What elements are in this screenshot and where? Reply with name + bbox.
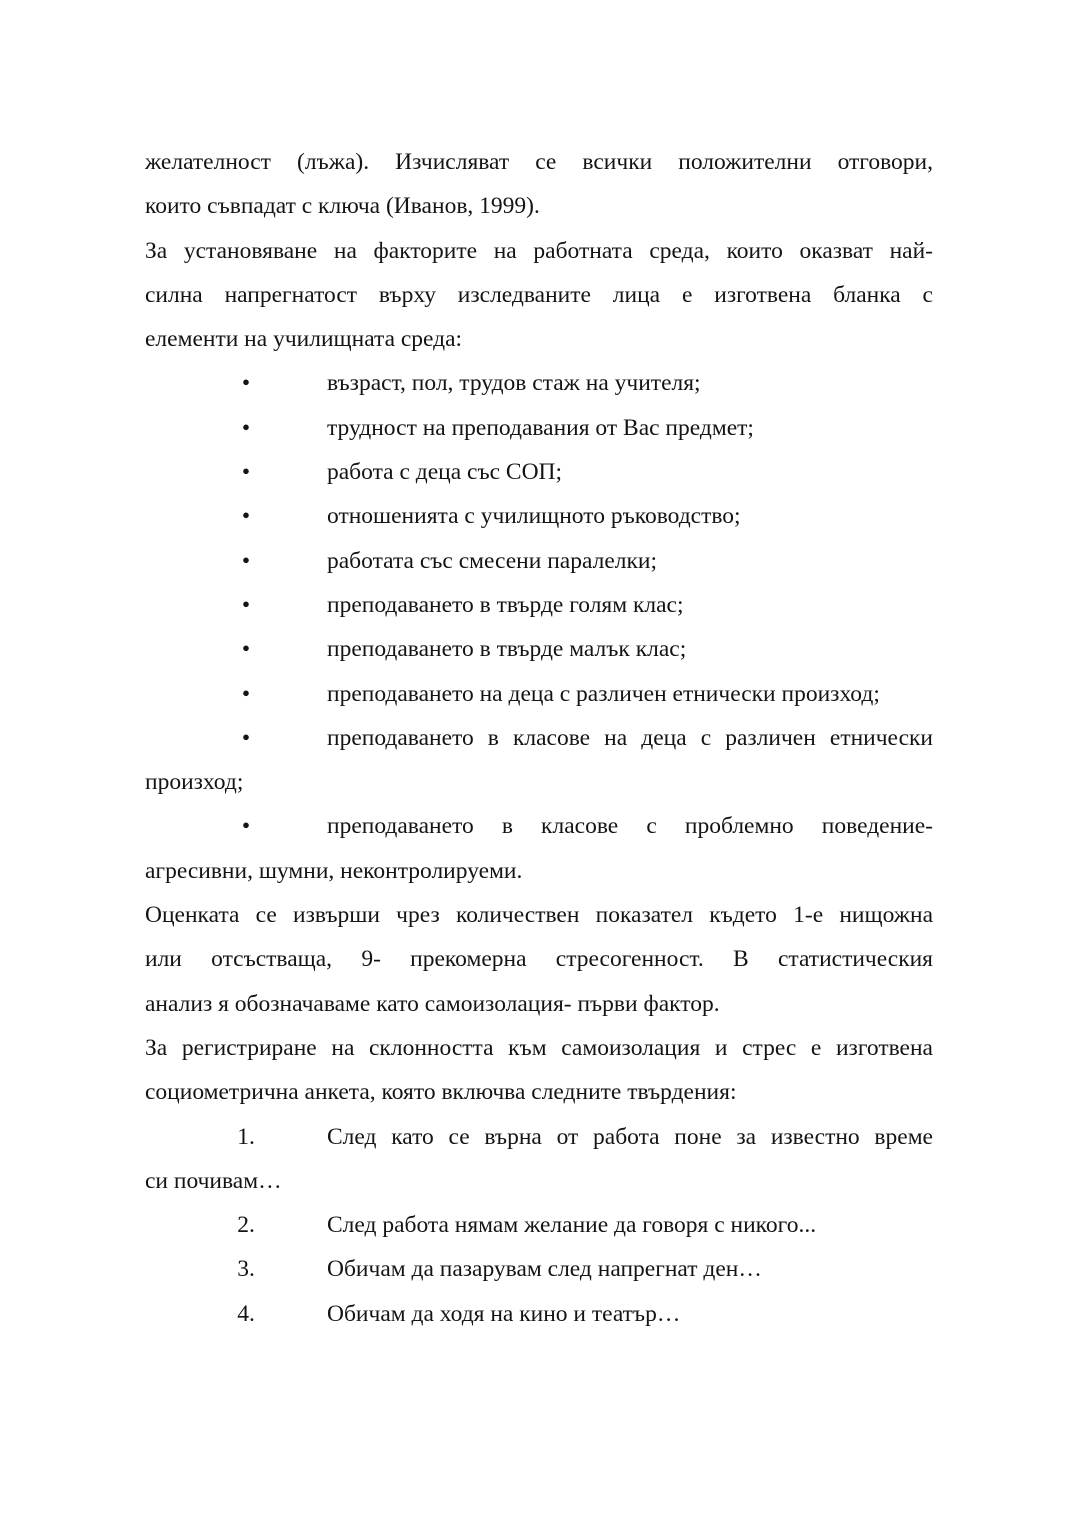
paragraph-line: анализ я обозначаваме като самоизолация- първи фактор. [145, 990, 720, 1017]
paragraph-line: Оценката се извърши чрез количествен показател където 1-е нищожна [145, 902, 933, 929]
bullet-marker: • [241, 636, 251, 663]
numbered-text-continuation: си почивам… [145, 1167, 282, 1194]
bullet-list-item [145, 627, 933, 671]
bullet-marker: • [241, 680, 251, 707]
paragraph-line: За установяване на факторите на работната среда, които оказват най- [145, 237, 933, 264]
bullet-marker: • [241, 547, 251, 574]
bullet-list-item [145, 406, 933, 450]
bullet-list-item [145, 539, 933, 583]
bullet-list-item [145, 716, 933, 760]
bullet-list-item [145, 583, 933, 627]
numbered-list-item [145, 1115, 933, 1159]
bullet-text: работа с деца със СОП; [327, 459, 563, 486]
bullet-marker: • [241, 414, 251, 441]
bullet-text: преподаването в твърде голям клас; [327, 591, 684, 618]
paragraph-line: За регистриране на склонността към самоизолация и стрес е изготвена [145, 1034, 933, 1061]
bullet-text: преподаването в твърде малък клас; [327, 636, 687, 663]
bullet-text: работата със смесени паралелки; [327, 547, 657, 574]
bullet-marker: • [241, 813, 251, 840]
paragraph-line: желателност (лъжа). Изчисляват се всички положителни отговори, [145, 149, 933, 175]
numbered-text: Обичам да пазарувам след напрегнат ден… [327, 1256, 762, 1283]
document-page [145, 140, 933, 1336]
bullet-text: преподаването на деца с различен етнически произход; [327, 680, 880, 707]
numbered-text: След работа нямам желание да говоря с никого... [327, 1212, 817, 1239]
bullet-list-item [145, 361, 933, 405]
bullet-text: трудност на преподавания от Вас предмет; [327, 414, 754, 441]
bullet-list-item [145, 494, 933, 538]
bullet-marker: • [241, 591, 251, 618]
list-number: 1. [237, 1123, 255, 1150]
bullet-text: възраст, пол, трудов стаж на учителя; [327, 370, 701, 397]
bullet-list-item [145, 450, 933, 494]
bullet-list-item [145, 804, 933, 848]
list-number: 3. [237, 1256, 255, 1283]
numbered-list-item [145, 1292, 933, 1336]
numbered-text: След като се върна от работа поне за известно време [327, 1123, 933, 1150]
bullet-list-item [145, 672, 933, 716]
bullet-text-continuation: произход; [145, 769, 244, 796]
bullet-text-continuation: агресивни, шумни, неконтролируеми. [145, 857, 523, 884]
bullet-text: преподаването в класове с проблемно поведение- [327, 813, 933, 840]
numbered-list-item [145, 1247, 933, 1291]
bullet-marker: • [241, 724, 251, 751]
bullet-text: преподаването в класове на деца с различен етнически [327, 724, 933, 751]
paragraph-line: социометрична анкета, която включва следните твърдения: [145, 1079, 737, 1106]
bullet-marker: • [241, 459, 251, 486]
list-number: 2. [237, 1212, 255, 1239]
list-number: 4. [237, 1300, 255, 1327]
paragraph-line: които съвпадат с ключа (Иванов, 1999). [145, 193, 540, 220]
numbered-text: Обичам да ходя на кино и театър… [327, 1300, 681, 1327]
paragraph-line: силна напрегнатост върху изследваните лица е изготвена бланка с [145, 281, 933, 308]
paragraph-line: елементи на училищната среда: [145, 326, 463, 353]
bullet-marker: • [241, 370, 251, 397]
bullet-text: отношенията с училищното ръководство; [327, 503, 741, 530]
numbered-list-item [145, 1203, 933, 1247]
paragraph-line: или отсъстваща, 9- прекомерна стресогенност. В статистическия [145, 946, 933, 973]
bullet-marker: • [241, 503, 251, 530]
